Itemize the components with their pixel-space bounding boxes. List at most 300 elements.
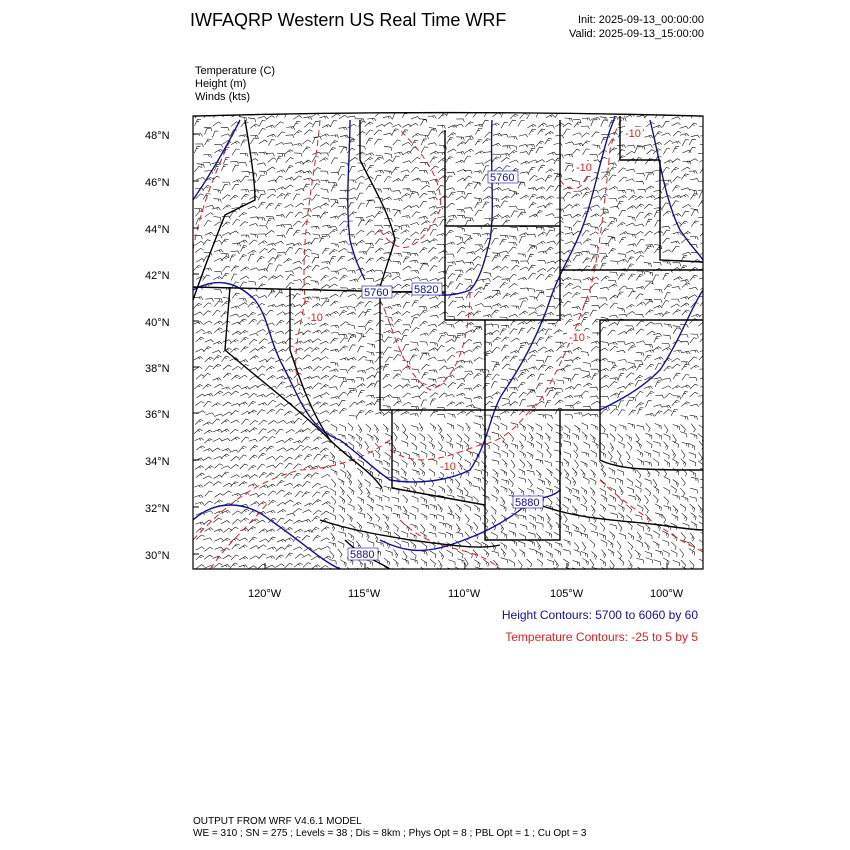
- wind-barb: [581, 461, 587, 467]
- field-label-winds: Winds (kts): [195, 91, 250, 103]
- wind-barb: [645, 433, 652, 439]
- wind-barb: [295, 554, 303, 559]
- wind-barb: [691, 477, 698, 482]
- wind-barb: [286, 275, 294, 281]
- wind-barb: [655, 513, 662, 518]
- wind-barb: [231, 141, 240, 145]
- wind-barb: [329, 249, 337, 254]
- wind-barb: [357, 401, 366, 405]
- wind-barb: [259, 276, 268, 280]
- wind-barb: [394, 550, 398, 559]
- wind-barb: [241, 419, 249, 424]
- wind-barb: [366, 488, 370, 497]
- wind-barb: [448, 125, 457, 128]
- wind-barb: [628, 423, 635, 429]
- wind-barb: [394, 385, 403, 389]
- wind-barb: [347, 390, 354, 396]
- wind-barb: [591, 505, 595, 514]
- wind-barb: [212, 419, 220, 424]
- wind-barb: [673, 434, 677, 443]
- wind-barb: [581, 317, 588, 323]
- wind-barb: [572, 506, 577, 514]
- wind-barb: [430, 211, 438, 216]
- wind-barb: [672, 364, 681, 368]
- wind-barb: [492, 347, 500, 352]
- wind-barb: [239, 455, 247, 460]
- wind-barb: [266, 231, 275, 235]
- wind-barb: [358, 146, 366, 150]
- wind-barb: [330, 294, 339, 298]
- wind-barb: [205, 232, 214, 235]
- wind-barb: [536, 383, 543, 389]
- wind-barb: [521, 161, 530, 164]
- wind-barb: [609, 468, 615, 475]
- wind-barb: [383, 259, 392, 262]
- wind-barb: [403, 402, 412, 406]
- wind-barb: [617, 308, 625, 313]
- wind-barb: [581, 533, 588, 538]
- wind-barb: [313, 383, 321, 388]
- wind-barb: [600, 368, 609, 371]
- wind-barb: [430, 393, 438, 398]
- wind-barb: [582, 375, 591, 378]
- wind-barb: [358, 504, 363, 512]
- wind-barb: [222, 356, 230, 361]
- wind-barb: [682, 140, 689, 146]
- wind-barb: [671, 304, 680, 308]
- wind-barb: [574, 542, 579, 550]
- wind-barb: [691, 210, 698, 216]
- wind-barb: [501, 215, 510, 218]
- wind-barb: [293, 368, 302, 371]
- wind-barb: [248, 393, 256, 398]
- wind-barb: [447, 324, 455, 328]
- field-label-height: Height (m): [195, 78, 247, 90]
- wind-barb: [437, 206, 446, 209]
- wind-barb: [437, 415, 445, 418]
- wind-barb: [511, 261, 519, 264]
- wind-barb: [303, 563, 311, 568]
- wind-barb: [347, 477, 352, 485]
- wind-barb: [430, 559, 436, 567]
- wind-barb: [645, 495, 649, 504]
- wind-barb: [248, 465, 256, 470]
- wind-barb: [241, 387, 250, 390]
- wind-barb: [457, 306, 466, 309]
- wind-barb: [420, 310, 428, 315]
- wind-barb: [439, 312, 448, 316]
- wind-barb: [464, 350, 473, 353]
- wind-barb: [682, 204, 691, 208]
- wind-barb: [485, 402, 493, 407]
- wind-barb: [429, 488, 435, 495]
- wind-barb: [266, 565, 275, 568]
- wind-barb: [356, 333, 364, 338]
- wind-barb: [249, 428, 257, 433]
- wind-barb: [475, 210, 482, 216]
- wind-barb: [421, 504, 428, 509]
- wind-barb: [529, 433, 533, 442]
- wind-barb: [663, 487, 669, 494]
- wind-barb: [385, 357, 393, 363]
- wind-barb: [331, 185, 337, 191]
- wind-barb: [493, 443, 499, 450]
- wind-barb: [689, 460, 695, 466]
- wind-barb: [439, 175, 448, 179]
- wind-barb: [618, 150, 626, 156]
- wind-barb: [302, 221, 310, 227]
- wind-barb: [412, 133, 421, 137]
- wind-barb: [691, 112, 698, 118]
- wind-barb: [637, 115, 646, 118]
- wind-barb: [302, 482, 310, 487]
- wind-barb: [284, 538, 293, 541]
- wind-barb: [385, 522, 389, 531]
- wind-barb: [456, 402, 465, 406]
- wind-barb: [367, 434, 373, 441]
- wind-barb: [340, 291, 347, 297]
- wind-barb: [591, 450, 597, 457]
- wind-barb: [195, 522, 204, 525]
- wind-barb: [304, 474, 312, 479]
- wind-barb: [349, 416, 357, 420]
- wind-barb: [196, 375, 204, 380]
- wind-barb: [340, 338, 348, 343]
- wind-barb: [401, 441, 408, 447]
- wind-barb: [536, 178, 545, 181]
- wind-barb: [629, 410, 637, 416]
- wind-barb: [680, 335, 689, 338]
- wind-barb: [267, 429, 276, 433]
- wind-barb: [635, 231, 644, 235]
- wind-barb: [347, 358, 356, 361]
- wind-barb: [484, 284, 490, 290]
- wind-barb: [285, 204, 294, 207]
- wind-barb: [295, 445, 303, 450]
- wind-barb: [214, 250, 223, 253]
- wind-barb: [662, 405, 671, 408]
- wind-barb: [240, 518, 249, 522]
- wind-barb: [646, 441, 652, 448]
- wind-barb: [573, 280, 581, 284]
- wind-barb: [311, 238, 319, 244]
- wind-barb: [249, 339, 257, 344]
- wind-barb: [366, 138, 373, 144]
- wind-barb: [286, 247, 294, 253]
- wind-barb: [347, 271, 356, 274]
- wind-barb: [375, 450, 380, 458]
- wind-barb: [312, 339, 321, 343]
- wind-barb: [554, 477, 560, 484]
- wind-barb: [214, 384, 223, 387]
- wind-barb: [455, 567, 461, 574]
- wind-barb: [222, 222, 230, 227]
- wind-barb: [421, 524, 425, 533]
- wind-barb: [411, 379, 419, 383]
- wind-barb: [230, 420, 239, 423]
- wind-barb: [204, 555, 213, 559]
- wind-barb: [681, 477, 685, 486]
- wind-barb: [690, 433, 697, 439]
- wind-barb: [267, 134, 276, 137]
- wind-barb: [510, 293, 519, 297]
- wind-barb: [457, 434, 462, 442]
- wind-barb: [275, 203, 282, 209]
- wind-barb: [500, 305, 509, 308]
- wind-barb: [700, 231, 708, 237]
- wind-barb: [239, 135, 248, 138]
- wind-barb: [511, 549, 516, 557]
- wind-barb: [691, 209, 699, 214]
- wind-barb: [653, 495, 658, 503]
- wind-barb: [347, 324, 355, 329]
- wind-barb: [529, 175, 537, 180]
- wind-barb: [474, 326, 482, 330]
- wind-barb: [375, 212, 383, 217]
- wind-barb: [322, 366, 331, 370]
- wind-barb: [339, 221, 347, 226]
- wind-barb: [383, 514, 389, 521]
- wind-barb: [194, 357, 203, 361]
- wind-barb: [419, 468, 424, 476]
- wind-barb: [275, 122, 283, 127]
- wind-barb: [690, 488, 697, 493]
- wind-barb: [663, 262, 671, 265]
- wind-barb: [673, 441, 679, 448]
- wind-barb: [628, 495, 635, 500]
- wind-barb: [403, 302, 410, 308]
- wind-barb: [215, 538, 224, 541]
- wind-barb: [536, 141, 544, 146]
- wind-barb: [411, 486, 416, 494]
- wind-barb: [610, 378, 619, 381]
- wind-barb: [627, 264, 634, 270]
- wind-barb: [689, 497, 696, 502]
- wind-barb: [392, 191, 401, 194]
- wind-barb: [690, 384, 698, 389]
- wind-barb: [519, 237, 525, 243]
- wind-barb: [563, 301, 571, 306]
- wind-barb: [662, 540, 669, 546]
- wind-barb: [321, 298, 330, 301]
- wind-barb: [600, 212, 608, 217]
- wind-barb: [464, 234, 472, 239]
- wind-barb: [501, 154, 510, 157]
- wind-barb: [223, 402, 232, 406]
- wind-barb: [529, 515, 535, 522]
- wind-barb: [295, 203, 304, 207]
- wind-barb: [349, 167, 355, 173]
- wind-barb: [457, 452, 462, 460]
- wind-barb: [303, 209, 311, 212]
- wind-barb: [637, 364, 644, 370]
- wind-barb: [636, 558, 643, 563]
- wind-barb: [375, 333, 383, 338]
- wind-barb: [627, 257, 634, 263]
- wind-barb: [430, 551, 436, 558]
- wind-barb: [203, 240, 211, 246]
- wind-barb: [637, 524, 643, 531]
- wind-barb: [546, 214, 555, 217]
- wind-barb: [401, 225, 410, 228]
- wind-barb: [600, 559, 606, 566]
- wind-barb: [653, 347, 662, 351]
- wind-barb: [241, 189, 250, 192]
- wind-barb: [474, 292, 482, 298]
- height-label-3: 5820: [414, 284, 439, 296]
- wind-barb: [277, 502, 286, 506]
- wind-barb: [500, 411, 509, 415]
- wind-barb: [259, 140, 268, 144]
- wind-barb: [410, 205, 419, 208]
- wind-barb: [466, 423, 471, 431]
- wind-barb: [448, 560, 455, 566]
- wind-barb: [698, 153, 706, 157]
- wind-barb: [411, 277, 420, 280]
- wind-barb: [690, 504, 695, 512]
- wind-barb: [698, 190, 707, 193]
- wind-barb: [681, 532, 686, 540]
- wind-barb: [610, 532, 615, 540]
- wind-barb: [447, 172, 456, 175]
- wind-barb: [617, 222, 626, 226]
- wind-barb: [321, 474, 330, 478]
- wind-barb: [700, 337, 708, 342]
- wind-barb: [554, 532, 560, 539]
- wind-barb: [682, 283, 690, 288]
- wind-barb: [374, 175, 381, 181]
- wind-barb: [636, 470, 641, 478]
- wind-barb: [321, 330, 330, 334]
- wind-barb: [673, 425, 680, 431]
- wind-barb: [608, 280, 616, 284]
- wind-barb: [509, 145, 517, 150]
- wind-barb: [545, 350, 554, 353]
- wind-barb: [547, 424, 552, 432]
- wind-barb: [365, 301, 373, 306]
- wind-barb: [302, 256, 309, 262]
- wind-barb: [258, 116, 267, 119]
- wind-barb: [663, 335, 671, 339]
- wind-barb: [419, 216, 428, 219]
- wind-barb: [284, 520, 293, 524]
- wind-barb: [592, 374, 599, 380]
- wind-barb: [601, 375, 609, 380]
- wind-barb: [583, 362, 591, 367]
- wind-barb: [680, 126, 689, 129]
- wind-barb: [689, 139, 696, 145]
- wind-barb: [636, 495, 641, 503]
- wind-barb: [320, 341, 329, 344]
- wind-barb: [348, 533, 354, 540]
- wind-barb: [509, 243, 517, 246]
- wind-barb: [196, 329, 205, 333]
- wind-barb: [520, 451, 526, 458]
- wind-barb: [277, 193, 285, 198]
- wind-barb: [214, 414, 223, 417]
- wind-barb: [367, 352, 375, 357]
- wind-barb: [303, 147, 310, 153]
- wind-barb: [599, 157, 607, 162]
- wind-barb: [338, 478, 344, 485]
- wind-barb: [446, 368, 455, 371]
- wind-barb: [520, 423, 526, 430]
- wind-barb: [536, 147, 543, 153]
- wind-barb: [392, 497, 399, 502]
- wind-barb: [338, 549, 342, 558]
- wind-barb: [581, 312, 589, 317]
- wind-barb: [276, 215, 285, 218]
- wind-barb: [394, 319, 402, 324]
- wind-barb: [601, 195, 608, 201]
- height-label-1: 5760: [490, 172, 515, 184]
- wind-barb: [357, 384, 366, 388]
- wind-barb: [366, 215, 375, 218]
- wind-barb: [555, 221, 564, 225]
- wind-barb: [565, 283, 573, 288]
- wind-barb: [509, 120, 516, 126]
- wind-barb: [689, 470, 695, 477]
- wind-barb: [340, 560, 346, 567]
- wind-barb: [275, 463, 283, 468]
- wind-barb: [680, 504, 686, 512]
- wind-barb: [438, 560, 442, 569]
- wind-barb: [600, 209, 608, 212]
- wind-barb: [411, 140, 418, 146]
- wind-barb: [591, 460, 597, 467]
- wind-barb: [410, 342, 418, 346]
- wind-barb: [419, 392, 427, 397]
- wind-barb: [465, 149, 474, 153]
- wind-barb: [439, 393, 447, 398]
- temperature-contour-labels: [305, 127, 643, 473]
- wind-barb: [655, 423, 662, 429]
- wind-barb: [428, 434, 433, 442]
- wind-barb: [690, 236, 698, 240]
- wind-barb: [374, 434, 379, 442]
- wind-barb: [681, 342, 689, 345]
- wind-barb: [484, 306, 492, 309]
- wind-barb: [581, 351, 589, 356]
- wind-barb: [583, 477, 589, 484]
- wind-barb: [627, 190, 635, 194]
- wind-barb: [267, 194, 276, 198]
- wind-barb: [356, 176, 365, 180]
- wind-barb: [655, 313, 664, 316]
- wind-barb: [446, 266, 452, 272]
- wind-barb: [358, 497, 364, 504]
- wind-barb: [680, 280, 689, 283]
- wind-barb: [384, 177, 391, 183]
- wind-barb: [582, 558, 588, 565]
- wind-barb: [421, 240, 430, 243]
- wind-barb: [672, 400, 680, 405]
- wind-barb: [240, 337, 248, 342]
- wind-barb: [231, 375, 239, 380]
- wind-barb: [662, 203, 669, 209]
- wind-barb: [446, 375, 455, 378]
- wind-barb: [285, 438, 293, 443]
- wind-barb: [511, 211, 518, 217]
- wind-barb: [213, 429, 222, 432]
- wind-barb: [212, 207, 221, 210]
- wind-barb: [313, 184, 320, 190]
- wind-barb: [581, 423, 587, 430]
- wind-barb: [583, 239, 591, 244]
- wind-barb: [529, 129, 536, 135]
- wind-barb: [635, 147, 641, 153]
- wind-barb: [214, 271, 222, 275]
